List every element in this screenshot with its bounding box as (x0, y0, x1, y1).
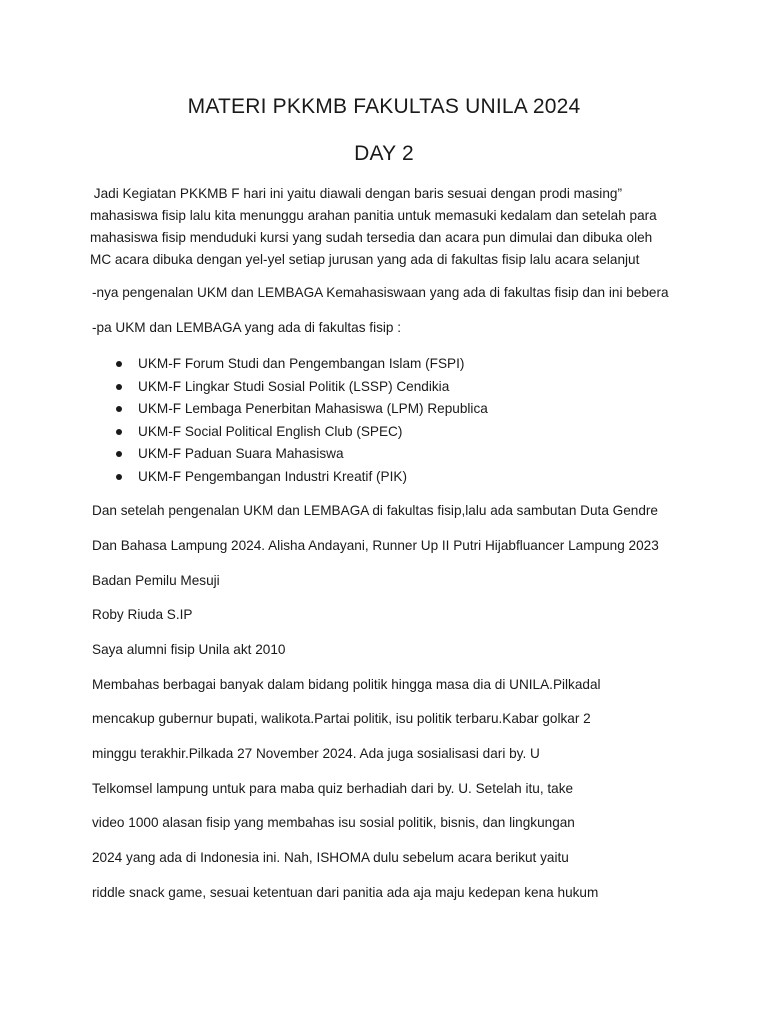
intro-line: mahasiswa fisip menduduki kursi yang sudah tersedia dan acara pun dimulai dan dibuka oleh (90, 230, 653, 245)
paragraph-line: Saya alumni fisip Unila akt 2010 (92, 642, 286, 657)
list-item (113, 466, 488, 489)
document-title: MATERI PKKMB FAKULTAS UNILA 2024 (187, 95, 581, 118)
list-item-text: UKM-F Lembaga Penerbitan Mahasiswa (LPM) Republica (138, 401, 488, 416)
paragraph-line: Dan setelah pengenalan UKM dan LEMBAGA di fakultas fisip,lalu ada sambutan Duta Gendre (92, 503, 658, 518)
list-item-text: UKM-F Lingkar Studi Sosial Politik (LSSP) Cendikia (138, 378, 450, 394)
list-item (113, 353, 488, 376)
bullet-icon (116, 406, 122, 412)
list-item-text: UKM-F Forum Studi dan Pengembangan Islam (FSPI) (138, 356, 465, 371)
bullet-icon (116, 361, 122, 367)
list-item (113, 376, 488, 399)
list-item-text: UKM-F Social Political English Club (SPEC) (138, 423, 403, 439)
paragraph-line: -pa UKM dan LEMBAGA yang ada di fakultas fisip : (92, 320, 402, 335)
list-item (113, 398, 488, 421)
paragraph-line: Badan Pemilu Mesuji (92, 573, 220, 588)
document-subtitle: DAY 2 (354, 142, 414, 165)
paragraph-line: Membahas berbagai banyak dalam bidang politik hingga masa dia di UNILA.Pilkadal (92, 677, 601, 692)
list-item (113, 421, 488, 444)
bullet-icon (116, 451, 122, 457)
paragraph-line: -nya pengenalan UKM dan LEMBAGA Kemahasiswaan yang ada di fakultas fisip dan ini bebera (92, 285, 669, 300)
intro-line: mahasiswa fisip lalu kita menunggu arahan panitia untuk memasuki kedalam dan setelah para (90, 208, 657, 223)
paragraph-line: 2024 yang ada di Indonesia ini. Nah, ISHOMA dulu sebelum acara berikut yaitu (92, 850, 569, 865)
list-item-text: UKM-F Pengembangan Industri Kreatif (PIK) (138, 468, 407, 484)
paragraph-line: mencakup gubernur bupati, walikota.Partai politik, isu politik terbaru.Kabar golkar 2 (92, 711, 591, 726)
intro-line: MC acara dibuka dengan yel-yel setiap jurusan yang ada di fakultas fisip lalu acara selanjut (90, 252, 640, 267)
ukm-list (113, 353, 488, 488)
paragraph-line: Dan Bahasa Lampung 2024. Alisha Andayani, Runner Up II Putri Hijabfluancer Lampung 2023 (92, 538, 659, 553)
intro-line: Jadi Kegiatan PKKMB F hari ini yaitu diawali dengan baris sesuai dengan prodi masing” (90, 186, 622, 201)
bullet-icon (116, 429, 122, 435)
list-item (113, 443, 488, 466)
paragraph-line: minggu terakhir.Pilkada 27 November 2024. Ada juga sosialisasi dari by. U (92, 746, 540, 761)
paragraph-line: Telkomsel lampung untuk para maba quiz berhadiah dari by. U. Setelah itu, take (92, 781, 574, 796)
paragraph-line: video 1000 alasan fisip yang membahas isu sosial politik, bisnis, dan lingkungan (92, 815, 575, 830)
paragraph-line: Roby Riuda S.IP (92, 607, 193, 622)
bullet-icon (116, 474, 122, 480)
bullet-icon (116, 384, 122, 390)
intro-paragraph (90, 183, 690, 271)
paragraph-line: riddle snack game, sesuai ketentuan dari panitia ada aja maju kedepan kena hukum (92, 885, 599, 900)
list-item-text: UKM-F Paduan Suara Mahasiswa (138, 446, 344, 461)
